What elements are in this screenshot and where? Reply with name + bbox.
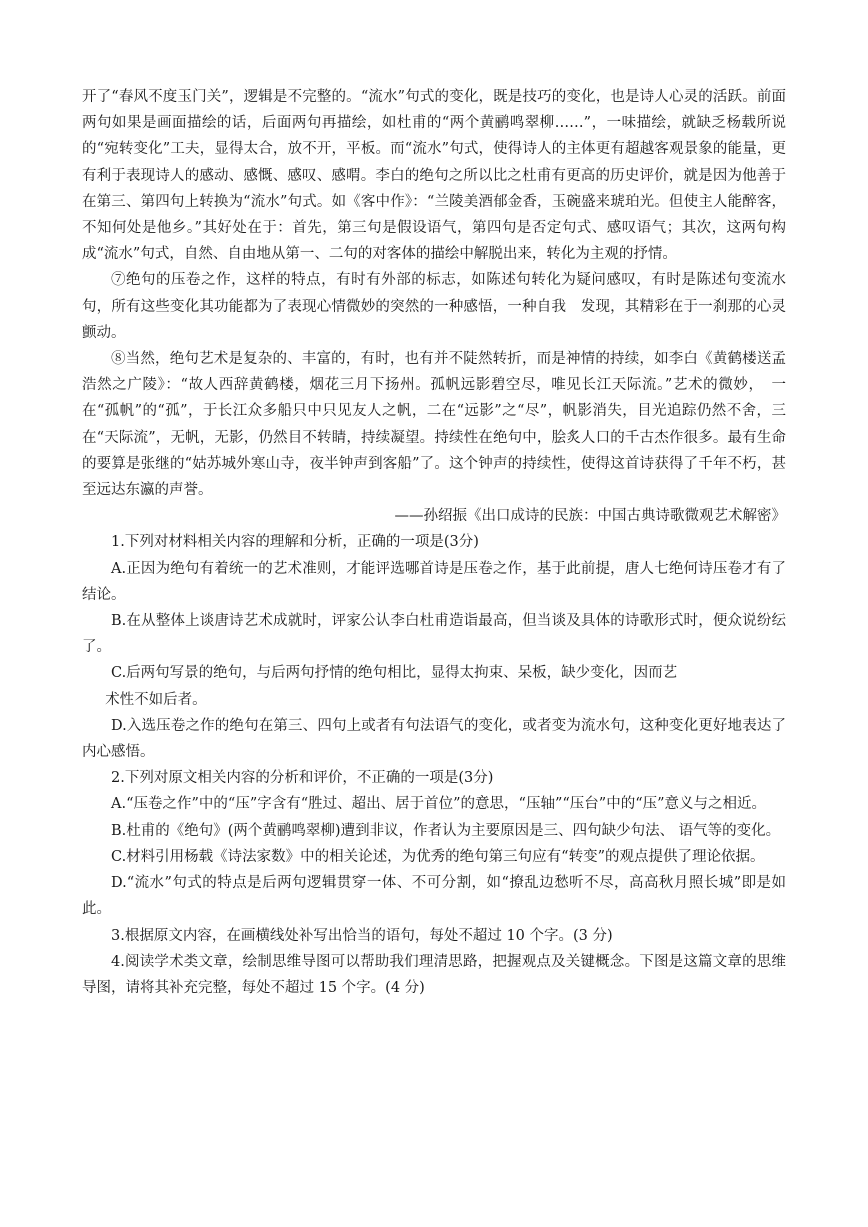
paragraph-6-continued: 开了“春风不度玉门关”，逻辑是不完整的。“流水”句式的变化，既是技巧的变化，也是诗人心灵的活跃。前面两句如果是画面描绘的话，后面两句再描绘，如杜甫的“两个黄鹂鸣翠柳……”，一味描绘，就缺乏杨载所说的“宛转变化”工夫，显得太合，放不开，平板。而“流水”句式，使得诗人的主体更有超越客观景象的能量，更有利于表现诗人的感动、感慨、感叹、感喟。李白的绝句之所以比之杜甫有更高的历史评价，就是因为他善于在第三、第四句上转换为“流水”句式。如《客中作》：“兰陵美酒郁金香，玉碗盛来琥珀光。但使主人能醉客，不知何处是他乡。”其好处在于：首先，第三句是假设语气，第四句是否定句式、感叹语气；其次，这两句构成“流水”句式，自然、自由地从第一、二句的对客体的描绘中解脱出来，转化为主观的抒情。 (82, 89, 786, 263)
question-2-stem: 2.下列对原文相关内容的分析和评价，不正确的一项是(3分) (111, 770, 494, 787)
question-1-option-d: D.入选压卷之作的绝句在第三、四句上或者有句法语气的变化，或者变为流水句，这种变化更好地表达了内心感悟。 (82, 717, 786, 761)
document-page (82, 84, 786, 1001)
question-1-stem: 1.下列对材料相关内容的理解和分析，正确的一项是(3分) (111, 534, 479, 551)
paragraph-7: ⑦绝句的压卷之作，这样的特点，有时有外部的标志，如陈述句转化为疑问感叹，有时是陈述句变流水句，所有这些变化其功能都为了表现心情微妙的突然的一种感悟，一种自我 发现，其精彩在于一刹那的心灵颤动。 (82, 272, 786, 341)
question-1-option-c-line2: 术性不如后者。 (105, 691, 207, 708)
question-2-option-d: D.“流水”句式的特点是后两句逻辑贯穿一体、不可分割，如“撩乱边愁听不尽，高高秋月照长城”即是如此。 (82, 875, 786, 918)
question-2-option-b: B.杜甫的《绝句》(两个黄鹂鸣翠柳)遭到非议，作者认为主要原因是三、四句缺少句法、 语气等的变化。 (111, 822, 781, 839)
question-1-option-c-line1: C.后两句写景的绝句，与后两句抒情的绝句相比，显得太拘束、呆板，缺少变化，因而艺 (111, 665, 678, 682)
question-2-option-c: C.材料引用杨载《诗法家数》中的相关论述，为优秀的绝句第三句应有“转变”的观点提供了理论依据。 (111, 848, 765, 865)
question-4-stem: 4.阅读学术类文章，绘制思维导图可以帮助我们理清思路，把握观点及关键概念。下图是这篇文章的思维导图，请将其补充完整，每处不超过 15 个字。(4 分) (82, 953, 786, 996)
question-3-stem: 3.根据原文内容，在画横线处补写出恰当的语句，每处不超过 10 个字。(3 分) (111, 927, 613, 944)
question-1-option-a: A.正因为绝句有着统一的艺术准则，才能评选哪首诗是压卷之作，基于此前提，唐人七绝何诗压卷才有了结论。 (82, 560, 786, 603)
question-1-option-b: B.在从整体上谈唐诗艺术成就时，评家公认李白杜甫造诣最高，但当谈及具体的诗歌形式时，便众说纷纭了。 (82, 613, 786, 656)
source-citation: ——孙绍振《出口成诗的民族：中国古典诗歌微观艺术解密》 (394, 508, 786, 525)
paragraph-8: ⑧当然，绝句艺术是复杂的、丰富的，有时，也有并不陡然转折，而是神情的持续，如李白《黄鹤楼送孟浩然之广陵》：“故人西辞黄鹤楼，烟花三月下扬州。孤帆远影碧空尽，唯见长江天际流。”艺术的微妙， 一在“孤帆”的“孤”，于长江众多船只中只见友人之帆，二在“远影”之“尽”，帆影消失，目光追踪仍然不舍，三在“天际流”，无帆，无影，仍然目不转睛，持续凝望。持续性在绝句中，脍炙人口的千古杰作很多。最有生命的要算是张继的“姑苏城外寒山寺，夜半钟声到客船”了。这个钟声的持续性，使得这首诗获得了千年不朽，甚至远达东瀛的声誉。 (82, 351, 786, 499)
question-2-option-a: A.“压卷之作”中的“压”字含有“胜过、超出、居于首位”的意思，“压轴”“压台”中的“压”意义与之相近。 (111, 796, 767, 813)
